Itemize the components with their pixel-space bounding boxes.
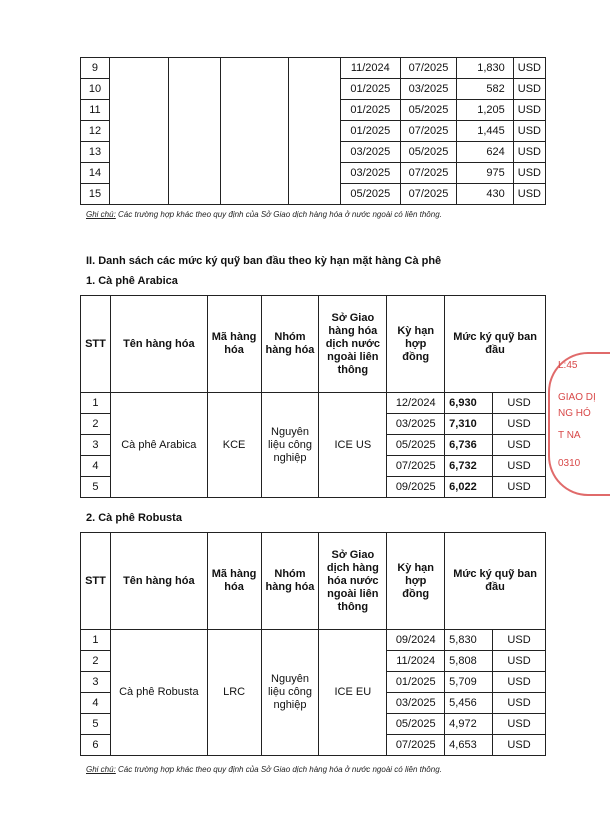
margin-value: 6,736	[445, 435, 493, 456]
margin-value: 5,830	[445, 630, 493, 651]
currency-cell: USD	[493, 456, 546, 477]
column-header: Sở Giao dịch hàng hóa nước ngoài liên thông	[319, 533, 387, 630]
term-cell: 05/2025	[401, 100, 457, 121]
column-header: Kỳ hạn hợp đồng	[387, 533, 445, 630]
red-seal-stamp: L:45 GIAO DỊ NG HÓ T NA 0310	[548, 352, 610, 496]
section-title: II. Danh sách các mức ký quỹ ban đầu theo kỳ hạn mặt hàng Cà phê	[86, 255, 442, 267]
column-header: Mức ký quỹ ban đầu	[445, 296, 546, 393]
currency-cell: USD	[493, 414, 546, 435]
header-row	[81, 533, 546, 630]
margin-value: 1,830	[456, 58, 513, 79]
stt-cell: 2	[81, 414, 111, 435]
term-cell: 05/2025	[387, 435, 445, 456]
margin-value: 5,709	[445, 672, 493, 693]
term-cell: 03/2025	[387, 693, 445, 714]
currency-cell: USD	[513, 100, 545, 121]
column-header: STT	[81, 533, 111, 630]
stt-cell: 3	[81, 672, 111, 693]
stt-cell: 11	[81, 100, 110, 121]
currency-cell: USD	[493, 630, 546, 651]
table-row	[81, 630, 546, 651]
term-cell: 03/2025	[401, 79, 457, 100]
table-row	[81, 393, 546, 414]
robusta-title: 2. Cà phê Robusta	[86, 512, 182, 524]
term-cell: 11/2024	[387, 651, 445, 672]
code-cell: LRC	[207, 630, 261, 756]
term-cell: 01/2025	[340, 121, 400, 142]
term-cell: 03/2025	[340, 163, 400, 184]
margin-value: 5,456	[445, 693, 493, 714]
margin-value: 582	[456, 79, 513, 100]
term-cell: 01/2025	[340, 100, 400, 121]
stt-cell: 15	[81, 184, 110, 205]
stt-cell: 3	[81, 435, 111, 456]
term-cell: 09/2024	[387, 630, 445, 651]
currency-cell: USD	[493, 693, 546, 714]
column-header: Sở Giao hàng hóa dịch nước ngoài liên thông	[319, 296, 387, 393]
arabica-title: 1. Cà phê Arabica	[86, 275, 178, 287]
term-cell: 05/2025	[401, 142, 457, 163]
header-row	[81, 296, 546, 393]
stt-cell: 5	[81, 714, 111, 735]
column-header: Nhóm hàng hóa	[261, 533, 319, 630]
stt-cell: 1	[81, 393, 111, 414]
currency-cell: USD	[513, 121, 545, 142]
margin-value: 1,205	[456, 100, 513, 121]
column-header: Tên hàng hóa	[110, 296, 207, 393]
stt-cell: 4	[81, 693, 111, 714]
stt-cell: 9	[81, 58, 110, 79]
currency-cell: USD	[513, 142, 545, 163]
currency-cell: USD	[513, 79, 545, 100]
product-cell	[109, 58, 168, 205]
term-cell: 07/2025	[401, 58, 457, 79]
table-row	[81, 58, 546, 79]
column-header: Mã hàng hóa	[207, 296, 261, 393]
currency-cell: USD	[513, 184, 545, 205]
exchange-cell: ICE EU	[319, 630, 387, 756]
robusta-table	[80, 532, 546, 756]
product-cell: Cà phê Robusta	[110, 630, 207, 756]
margin-value: 4,972	[445, 714, 493, 735]
term-cell: 07/2025	[387, 456, 445, 477]
margin-value: 1,445	[456, 121, 513, 142]
margin-value: 975	[456, 163, 513, 184]
margin-value: 6,930	[445, 393, 493, 414]
column-header: STT	[81, 296, 111, 393]
margin-value: 430	[456, 184, 513, 205]
arabica-table	[80, 295, 546, 498]
note-2: Ghi chú: Các trường hợp khác theo quy định của Sở Giao dịch hàng hóa ở nước ngoài có liên thông.	[86, 765, 442, 774]
margin-table-continued	[80, 57, 546, 205]
term-cell: 07/2025	[387, 735, 445, 756]
column-header: Mức ký quỹ ban đầu	[445, 533, 546, 630]
term-cell: 07/2025	[401, 163, 457, 184]
note-1: Ghi chú: Các trường hợp khác theo quy định của Sở Giao dịch hàng hóa ở nước ngoài có liên thông.	[86, 210, 442, 219]
exchange-cell: ICE US	[319, 393, 387, 498]
stt-cell: 6	[81, 735, 111, 756]
group-cell: Nguyên liệu công nghiệp	[261, 393, 319, 498]
margin-value: 4,653	[445, 735, 493, 756]
currency-cell: USD	[493, 393, 546, 414]
term-cell: 05/2025	[340, 184, 400, 205]
currency-cell: USD	[493, 477, 546, 498]
stt-cell: 2	[81, 651, 111, 672]
term-cell: 11/2024	[340, 58, 400, 79]
stt-cell: 14	[81, 163, 110, 184]
currency-cell: USD	[493, 735, 546, 756]
margin-value: 6,732	[445, 456, 493, 477]
stt-cell: 13	[81, 142, 110, 163]
term-cell: 07/2025	[401, 184, 457, 205]
code-cell: KCE	[207, 393, 261, 498]
stt-cell: 1	[81, 630, 111, 651]
currency-cell: USD	[513, 58, 545, 79]
term-cell: 07/2025	[401, 121, 457, 142]
term-cell: 03/2025	[387, 414, 445, 435]
exchange-cell	[288, 58, 340, 205]
code-cell	[168, 58, 220, 205]
margin-value: 6,022	[445, 477, 493, 498]
product-cell: Cà phê Arabica	[110, 393, 207, 498]
margin-value: 7,310	[445, 414, 493, 435]
term-cell: 01/2025	[387, 672, 445, 693]
currency-cell: USD	[513, 163, 545, 184]
stt-cell: 5	[81, 477, 111, 498]
currency-cell: USD	[493, 651, 546, 672]
term-cell: 01/2025	[340, 79, 400, 100]
term-cell: 03/2025	[340, 142, 400, 163]
margin-value: 5,808	[445, 651, 493, 672]
term-cell: 12/2024	[387, 393, 445, 414]
column-header: Mã hàng hóa	[207, 533, 261, 630]
currency-cell: USD	[493, 714, 546, 735]
stt-cell: 4	[81, 456, 111, 477]
group-cell	[220, 58, 288, 205]
stt-cell: 10	[81, 79, 110, 100]
group-cell: Nguyên liệu công nghiệp	[261, 630, 319, 756]
stt-cell: 12	[81, 121, 110, 142]
column-header: Kỳ hạn hợp đồng	[387, 296, 445, 393]
column-header: Nhóm hàng hóa	[261, 296, 319, 393]
currency-cell: USD	[493, 672, 546, 693]
margin-value: 624	[456, 142, 513, 163]
term-cell: 09/2025	[387, 477, 445, 498]
term-cell: 05/2025	[387, 714, 445, 735]
currency-cell: USD	[493, 435, 546, 456]
column-header: Tên hàng hóa	[110, 533, 207, 630]
